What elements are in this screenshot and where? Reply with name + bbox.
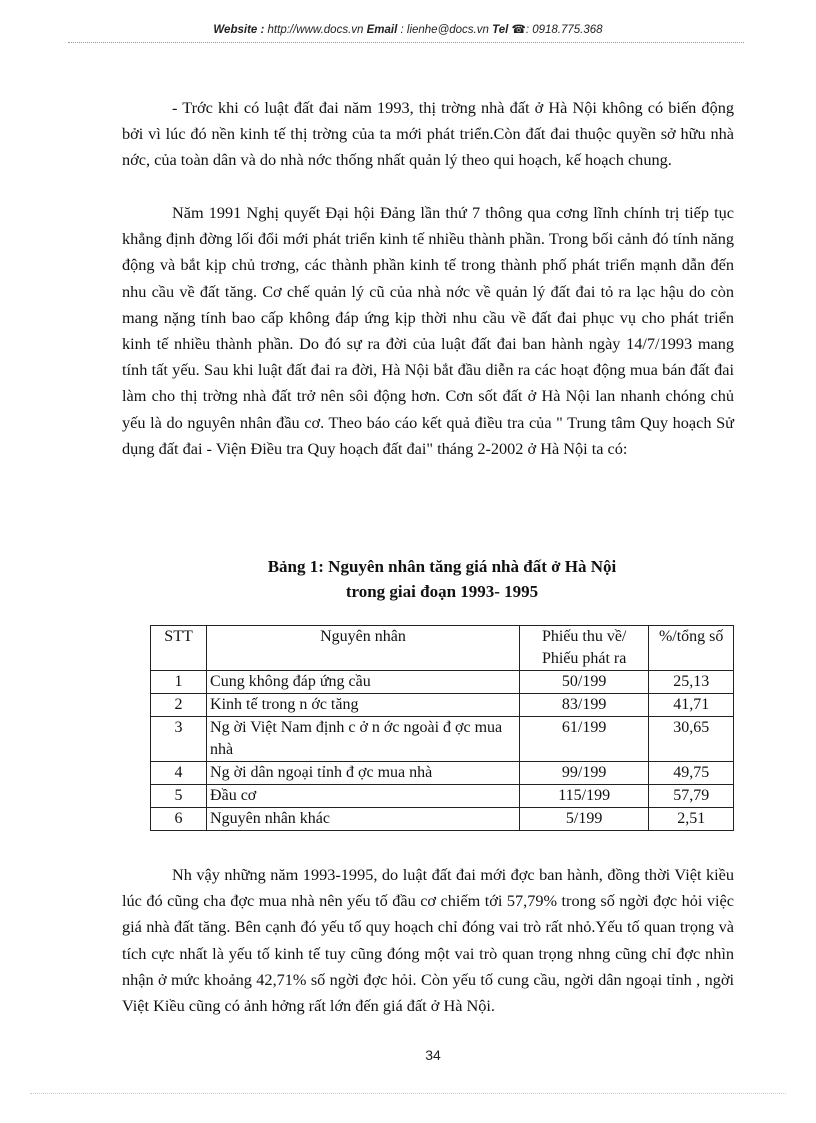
phone-icon: ☎: [511, 24, 526, 36]
table-row: [151, 762, 734, 785]
cell-ratio: 99/199: [519, 762, 648, 785]
cell-ratio: 83/199: [519, 694, 648, 717]
cell-percent: 30,65: [649, 717, 734, 762]
cell-ratio: 115/199: [519, 785, 648, 808]
cell-stt: 2: [151, 694, 207, 717]
cell-percent: 41,71: [649, 694, 734, 717]
page-header: [0, 22, 816, 36]
header-stt: STT: [151, 626, 207, 671]
table-caption-line-1: Bảng 1: Nguyên nhân tăng giá nhà đất ở Hà Nội: [267, 557, 617, 576]
cell-percent: 25,13: [649, 671, 734, 694]
table-header-row: [151, 626, 734, 671]
cell-stt: 5: [151, 785, 207, 808]
cell-percent: 57,79: [649, 785, 734, 808]
website-label: Website :: [213, 24, 265, 36]
website-link[interactable]: http://www.docs.vn: [267, 24, 364, 36]
paragraph-conclusion: [122, 862, 734, 1019]
cell-stt: 4: [151, 762, 207, 785]
email-label: Email: [366, 24, 398, 36]
cell-percent: 2,51: [649, 808, 734, 831]
paragraph-context: [122, 200, 734, 462]
cell-stt: 3: [151, 717, 207, 762]
tel-value: : 0918.775.368: [525, 24, 603, 36]
paragraph-3: Nh vậy những năm 1993-1995, do luật đất đai mới đợc ban hành, đồng thời Việt kiều lúc đó cũng cha đợc mua nhà nên yếu tố đầu cơ chiếm tới 57,79% trong số ngời đợc hỏi việc giá nhà đất tăng. Bên cạnh đó yếu tố quy hoạch chỉ đóng vai trò rất nhỏ.Yếu tố quan trọng và tích cực nhất là yếu tố kinh tế tuy cũng đóng một vai trò quan trọng nhng cũng chỉ đợc nhìn nhận ở mức khoảng 42,71% số ngời đợc hỏi. Còn yếu tố cung cầu, ngời dân ngoại tỉnh , ngời Việt Kiều cũng có ảnh hởng rất lớn đến giá đất ở Hà Nội.: [122, 865, 734, 1016]
cell-cause: Ng ời dân ngoại tỉnh đ ợc mua nhà: [207, 762, 520, 785]
table-row: [151, 717, 734, 762]
table-row: [151, 671, 734, 694]
cell-cause: Ng ời Việt Nam định c ở n ớc ngoài đ ợc mua nhà: [207, 717, 520, 762]
cell-stt: 1: [151, 671, 207, 694]
cell-cause: Kinh tế trong n ớc tăng: [207, 694, 520, 717]
cell-percent: 49,75: [649, 762, 734, 785]
header-ratio: Phiếu thu về/ Phiếu phát ra: [519, 626, 648, 671]
cell-ratio: 5/199: [519, 808, 648, 831]
table-caption-line-2: trong giai đoạn 1993- 1995: [345, 582, 539, 601]
table-row: [151, 785, 734, 808]
table-row: [151, 694, 734, 717]
header-cause: Nguyên nhân: [207, 626, 520, 671]
cell-cause: Cung không đáp ứng cầu: [207, 671, 520, 694]
footer-divider: [30, 1093, 786, 1094]
cell-ratio: 61/199: [519, 717, 648, 762]
email-link[interactable]: : lienhe@docs.vn: [400, 24, 489, 36]
header-percent: %/tổng số: [649, 626, 734, 671]
cell-cause: Đầu cơ: [207, 785, 520, 808]
cell-ratio: 50/199: [519, 671, 648, 694]
cell-stt: 6: [151, 808, 207, 831]
paragraph-2: Năm 1991 Nghị quyết Đại hội Đảng lần thứ 7 thông qua cơng lĩnh chính trị tiếp tục khẳng định đờng lối đổi mới phát triển kinh tế nhiều thành phần. Trong bối cảnh đó tính năng động và bắt kịp chủ trơng, các thành phần kinh tế trong thành phố phát triển mạnh dẫn đến nhu cầu về đất tăng. Cơ chế quản lý cũ của nhà nớc về quản lý đất đai tỏ ra lạc hậu do còn mang nặng tính bao cấp không đáp ứng kịp thời nhu cầu về đất đai phục vụ cho phát triển kinh tế nhiều thành phần. Do đó sự ra đời của luật đất đai ban hành ngày 14/7/1993 mang tính tất yếu. Sau khi luật đất đai ra đời, Hà Nội bắt đầu diễn ra các hoạt động mua bán đất đai làm cho thị trờng nhà đất trở nên sôi động hơn. Cơn sốt đất ở Hà Nội lan nhanh chóng chủ yếu là do nguyên nhân đầu cơ. Theo báo cáo kết quả điều tra của " Trung tâm Quy hoạch Sử dụng đất đai - Viện Điều tra Quy hoạch đất đai" tháng 2-2002 ở Hà Nội ta có:: [122, 203, 734, 458]
page-number: 34: [425, 1047, 441, 1063]
cell-cause: Nguyên nhân khác: [207, 808, 520, 831]
paragraph-intro: [122, 95, 734, 174]
tel-label: Tel: [492, 24, 509, 36]
header-divider: [68, 42, 744, 43]
paragraph-1: - Trớc khi có luật đất đai năm 1993, thị trờng nhà đất ở Hà Nội không có biến động bởi vì lúc đó nền kinh tế thị trờng của ta mới phát triển.Còn đất đai thuộc quyền sở hữu nhà nớc, của toàn dân và do nhà nớc thống nhất quản lý theo qui hoạch, kế hoạch chung.: [122, 98, 734, 170]
table-row: [151, 808, 734, 831]
causes-table: [150, 625, 734, 831]
